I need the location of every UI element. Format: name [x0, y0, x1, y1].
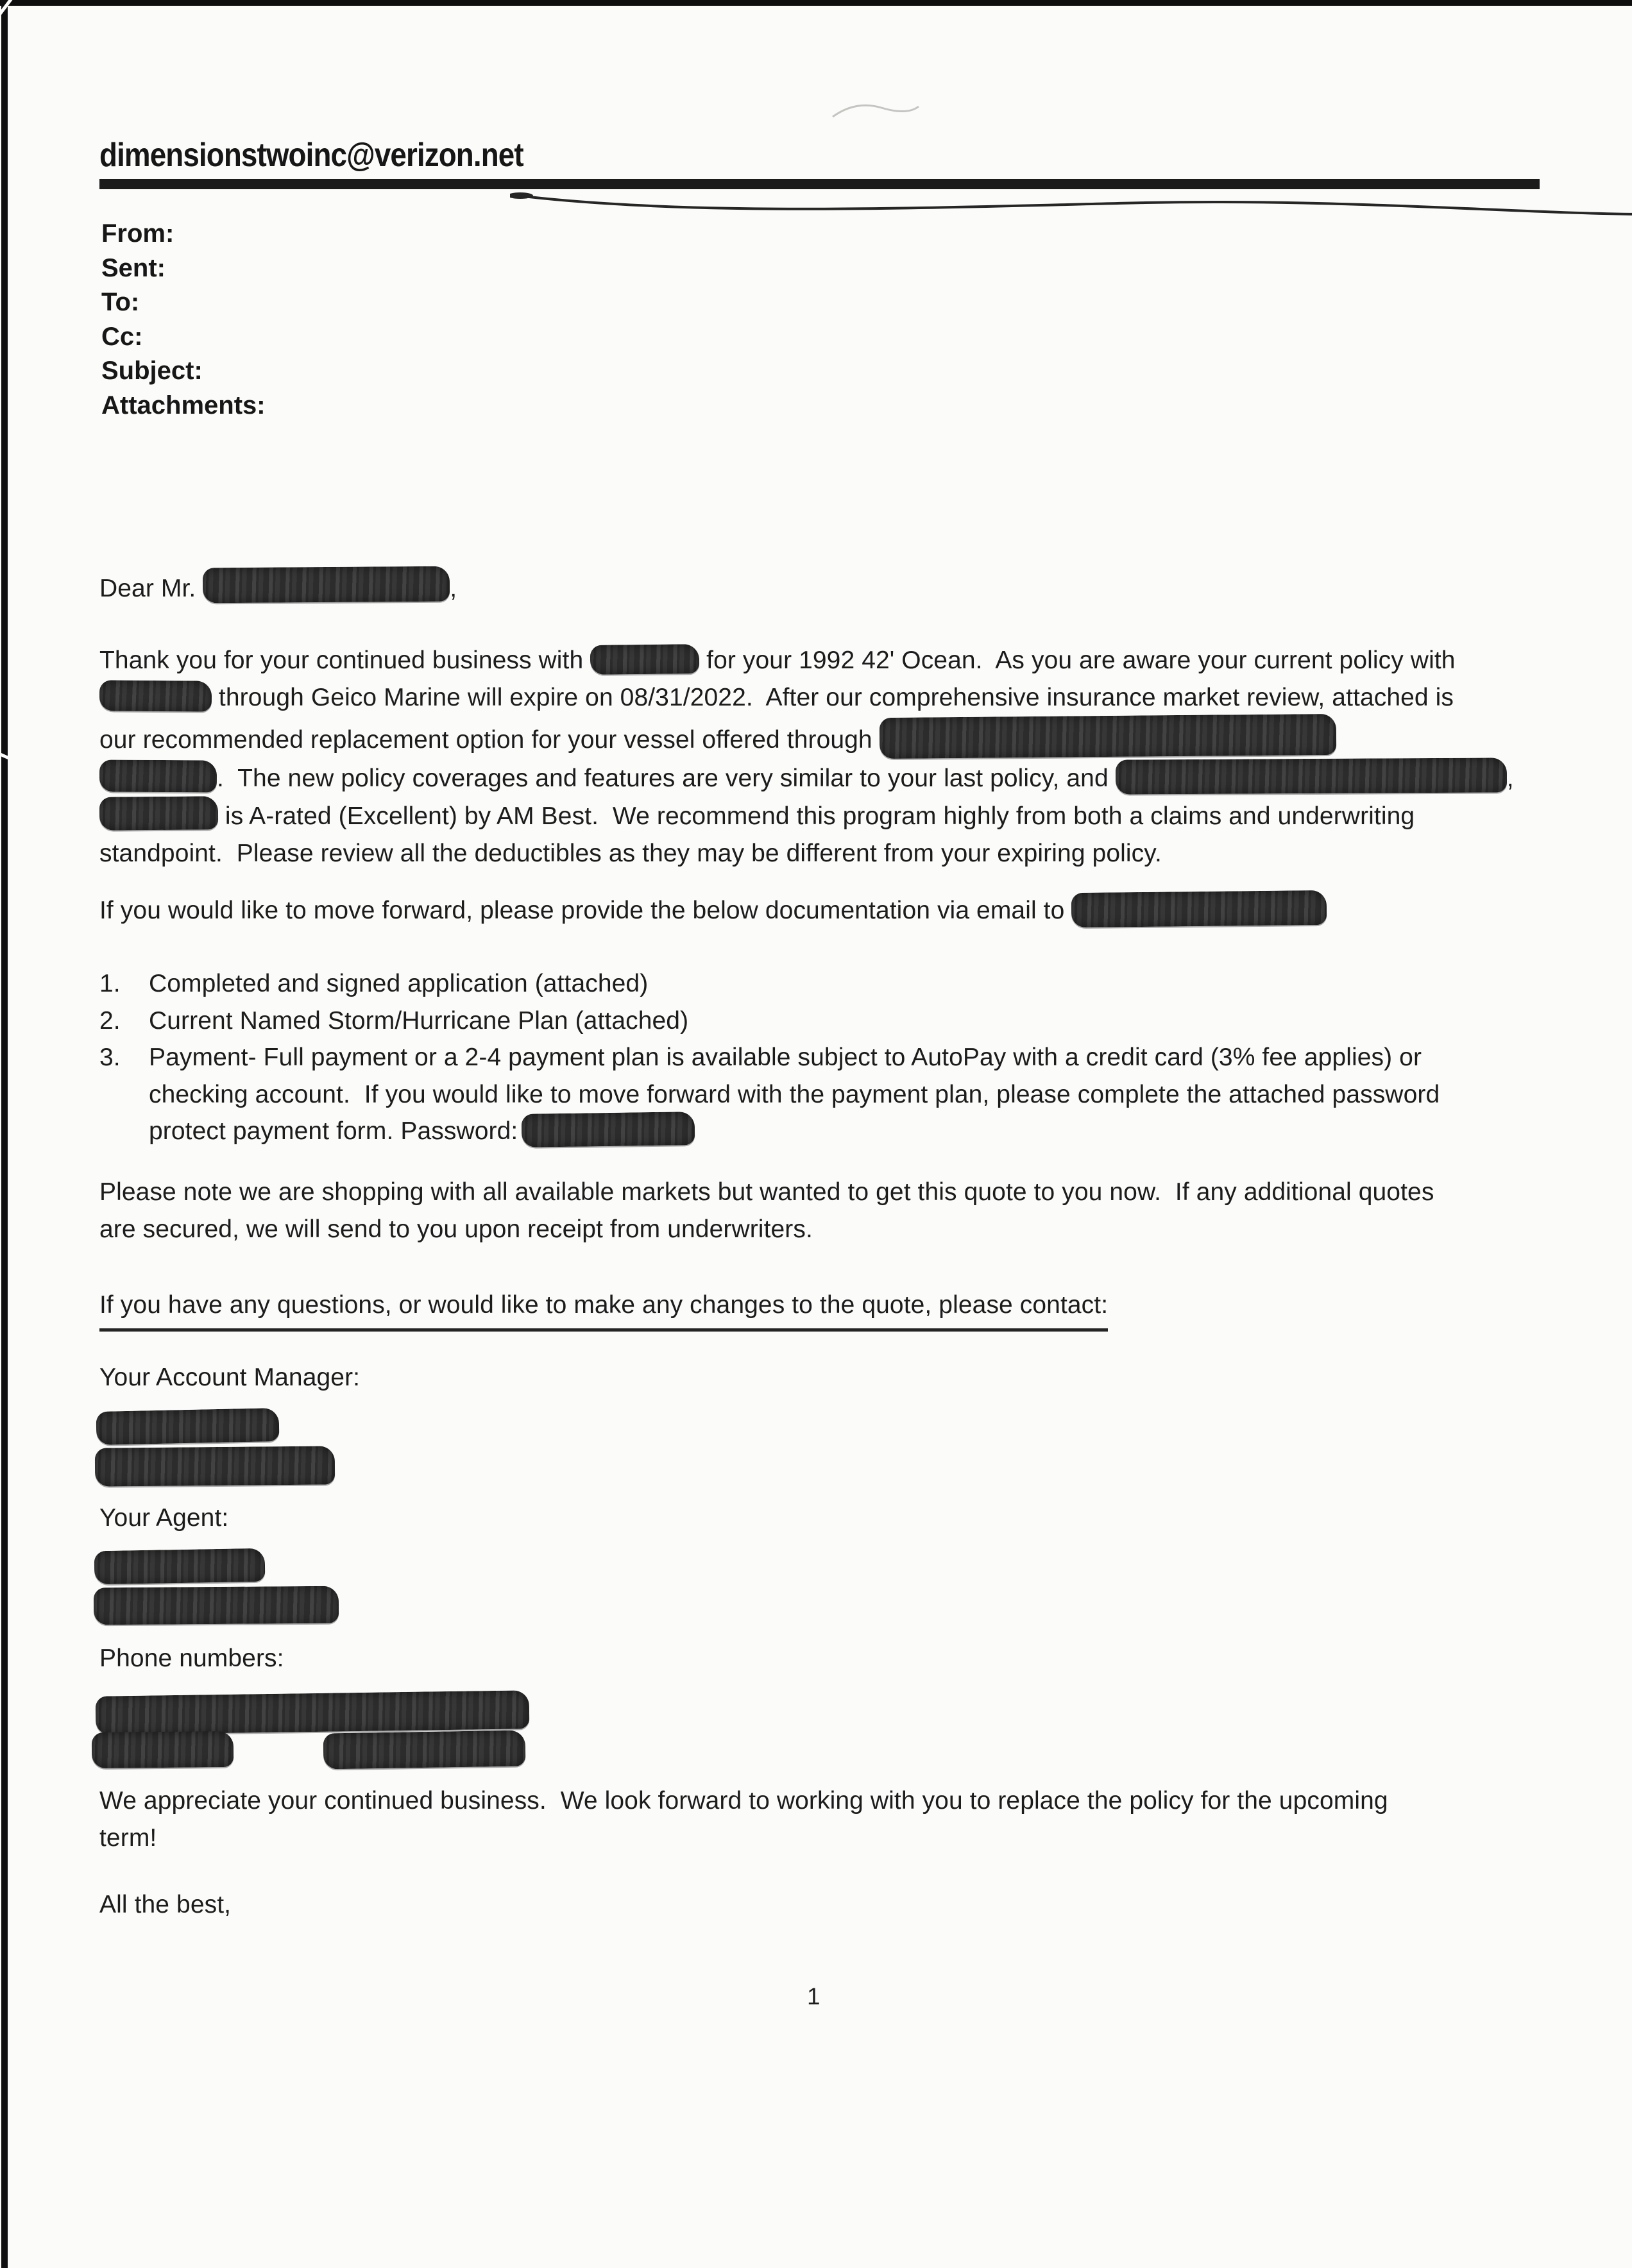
text-segment: ,: [1506, 764, 1514, 792]
redaction-insurer-name: [1116, 757, 1507, 794]
paragraph-line: [99, 1211, 1434, 1248]
field-from: From:: [101, 219, 174, 248]
field-sent: Sent:: [101, 253, 166, 282]
closing-paragraph: [99, 1782, 1388, 1856]
email-address-header: dimensionstwoinc@verizon.net: [99, 137, 523, 174]
text-segment: through Geico Marine will expire on 08/31/2022. After our comprehensive insurance market review, attached is: [212, 683, 1454, 711]
paragraph-line: [99, 1782, 1388, 1820]
text-segment: for your 1992 42' Ocean. As you are aware your current policy with: [699, 647, 1456, 674]
list-item-text: Payment- Full payment or a 2-4 payment plan is available subject to AutoPay with a credit card (3% fee applies) or: [149, 1044, 1422, 1071]
paragraph-shopping-markets: [99, 1174, 1434, 1248]
scan-edge-left: [1, 0, 8, 2268]
list-item-text: Completed and signed application (attached): [149, 970, 649, 997]
agent-label: Your Agent:: [99, 1504, 229, 1532]
list-number: 2.: [99, 1006, 121, 1035]
redaction-company-name: [99, 680, 212, 711]
redaction-password: [522, 1112, 695, 1147]
text-segment: is A-rated (Excellent) by AM Best. We recommend this program highly from both a claims and underwriting: [218, 802, 1415, 830]
text-segment: term!: [99, 1824, 157, 1852]
field-attachments: Attachments:: [101, 391, 266, 419]
redaction-company-phone: [96, 1690, 530, 1734]
account-manager-label: Your Account Manager:: [99, 1364, 361, 1391]
contact-heading: [99, 1287, 1108, 1332]
redaction-account-manager-name: [96, 1408, 279, 1445]
redaction-insurer-name: [879, 714, 1336, 759]
contact-heading-text: If you have any questions, or would like to make any changes to the quote, please contact:: [99, 1287, 1108, 1332]
text-segment: our recommended replacement option for your vessel offered through: [99, 726, 880, 754]
phone-numbers-label: Phone numbers:: [99, 1645, 284, 1672]
document-list: [99, 965, 1440, 1150]
redaction-company-word: [99, 796, 218, 831]
scan-hair-artifact: [510, 186, 1632, 231]
text-segment: We appreciate your continued business. We look forward to working with you to replace the policy for the upcoming: [99, 1787, 1388, 1815]
redaction-email-address: [1071, 890, 1327, 927]
list-item: [99, 965, 1440, 1003]
text-segment: Thank you for your continued business with: [99, 647, 591, 674]
redaction-company-word: [99, 759, 217, 792]
text-segment: standpoint. Please review all the deductibles as they may be different from your expiring policy.: [99, 839, 1162, 867]
paragraph-line: [99, 642, 1514, 679]
signoff-text: All the best,: [99, 1891, 232, 1918]
paragraph-move-forward: [99, 892, 1327, 929]
text-segment: are secured, we will send to you upon receipt from underwriters.: [99, 1215, 813, 1243]
list-number: 1.: [99, 970, 121, 997]
scan-smudge-artifact: [828, 95, 924, 131]
redaction-direct-line-number: [323, 1731, 526, 1770]
list-item-continuation: [99, 1076, 1440, 1113]
list-item-text: Current Named Storm/Hurricane Plan (attached): [149, 1006, 689, 1035]
paragraph-line: [99, 759, 1514, 797]
list-item: [99, 1039, 1440, 1076]
salutation-comma: ,: [450, 575, 457, 602]
redaction-direct-line-label: [92, 1731, 234, 1768]
paragraph-line: [99, 716, 1514, 759]
email-header-fields: [101, 217, 266, 423]
field-subject: Subject:: [101, 357, 203, 385]
salutation-text: Dear Mr.: [99, 575, 203, 602]
field-to: To:: [101, 288, 140, 316]
scan-edge-top: [0, 0, 1632, 6]
salutation-line: [99, 567, 457, 607]
redaction-company-name: [590, 644, 699, 675]
paragraph-line: [99, 1820, 1388, 1857]
paragraph-line: [99, 679, 1514, 716]
text-segment: Please note we are shopping with all available markets but wanted to get this quote to you now. If any additional quotes: [99, 1178, 1434, 1206]
redaction-recipient-name: [203, 566, 450, 604]
paragraph-line: [99, 797, 1514, 835]
list-item-continuation: [99, 1113, 1440, 1150]
text-segment: If you would like to move forward, please provide the below documentation via email to: [99, 897, 1072, 924]
list-item-text: checking account. If you would like to move forward with the payment plan, please complete the attached password: [149, 1080, 1440, 1108]
list-item-text: protect payment form. Password:: [149, 1117, 518, 1145]
text-segment: . The new policy coverages and features are very similar to your last policy, and: [217, 764, 1116, 792]
paragraph-intro: [99, 642, 1514, 872]
list-number: 3.: [99, 1044, 121, 1071]
paragraph-line: [99, 1174, 1434, 1211]
field-cc: Cc:: [101, 322, 143, 351]
paragraph-line: [99, 835, 1514, 872]
redaction-account-manager-email: [95, 1446, 336, 1486]
redaction-agent-name: [94, 1548, 266, 1585]
redaction-agent-email: [94, 1586, 339, 1625]
list-item: [99, 1003, 1440, 1040]
page-number: 1: [807, 1983, 820, 2010]
